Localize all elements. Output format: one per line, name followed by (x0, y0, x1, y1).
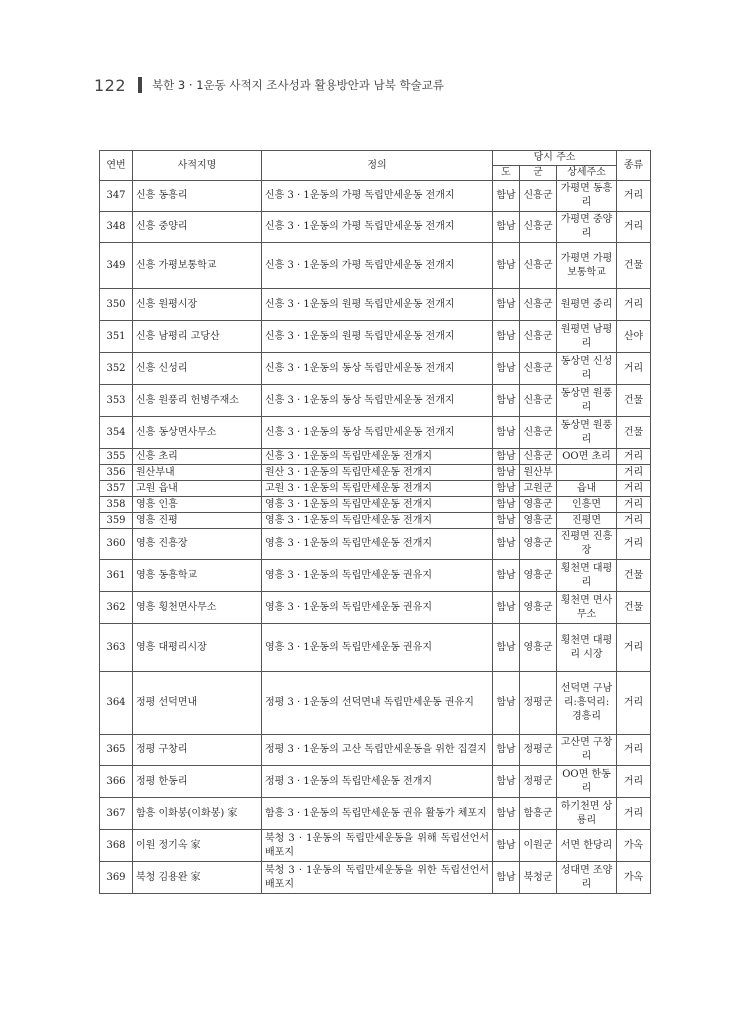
site-definition: 북청 3 · 1운동의 독립만세운동을 위한 독립선언서 배포지 (262, 862, 493, 894)
table-row (100, 513, 651, 529)
province: 함남 (493, 417, 520, 449)
site-name: 신흥 남평리 고당산 (133, 321, 262, 353)
province: 함남 (493, 672, 520, 735)
county: 신흥군 (520, 385, 557, 417)
row-num: 367 (100, 798, 133, 830)
table-row (100, 385, 651, 417)
table-row (100, 735, 651, 766)
site-name: 이원 정기옥 家 (133, 830, 262, 862)
table-row (100, 481, 651, 497)
table-row (100, 830, 651, 862)
site-name: 영흥 대평리시장 (133, 624, 262, 672)
site-type: 거리 (617, 212, 651, 243)
site-name: 정평 구창리 (133, 735, 262, 766)
row-num: 359 (100, 513, 133, 529)
province: 함남 (493, 830, 520, 862)
site-type: 가옥 (617, 862, 651, 894)
county: 영흥군 (520, 529, 557, 560)
site-name: 정평 선덕면내 (133, 672, 262, 735)
province: 함남 (493, 321, 520, 353)
site-type: 거리 (617, 289, 651, 321)
site-name: 정평 한동리 (133, 766, 262, 798)
detail-address: 원평면 남평리 (557, 321, 617, 353)
row-num: 361 (100, 560, 133, 592)
header-detail: 상세주소 (557, 166, 617, 181)
row-num: 363 (100, 624, 133, 672)
site-type: 거리 (617, 465, 651, 481)
site-type: 거리 (617, 449, 651, 465)
site-name: 신흥 동상면사무소 (133, 417, 262, 449)
province: 함남 (493, 592, 520, 624)
table-row (100, 212, 651, 243)
detail-address (557, 465, 617, 481)
province: 함남 (493, 529, 520, 560)
detail-address: 동상면 원풍리 (557, 385, 617, 417)
county: 고원군 (520, 481, 557, 497)
detail-address: 가평면 가평보통학교 (557, 243, 617, 289)
row-num: 348 (100, 212, 133, 243)
header-province: 도 (493, 166, 520, 181)
table-row (100, 465, 651, 481)
province: 함남 (493, 766, 520, 798)
site-definition: 영흥 3 · 1운동의 독립만세운동 권유지 (262, 592, 493, 624)
province: 함남 (493, 385, 520, 417)
county: 정평군 (520, 672, 557, 735)
site-type: 거리 (617, 529, 651, 560)
table-row (100, 560, 651, 592)
table-row (100, 417, 651, 449)
table-row (100, 243, 651, 289)
site-definition: 신흥 3 · 1운동의 동상 독립만세운동 전개지 (262, 385, 493, 417)
province: 함남 (493, 465, 520, 481)
county: 신흥군 (520, 353, 557, 385)
header-divider (138, 77, 142, 93)
row-num: 357 (100, 481, 133, 497)
header-name: 사적지명 (133, 151, 262, 181)
detail-address: 서면 한당리 (557, 830, 617, 862)
detail-address: 진평면 (557, 513, 617, 529)
detail-address: 횡천면 면사무소 (557, 592, 617, 624)
county: 이원군 (520, 830, 557, 862)
site-type: 거리 (617, 672, 651, 735)
province: 함남 (493, 212, 520, 243)
province: 함남 (493, 449, 520, 465)
province: 함남 (493, 481, 520, 497)
site-name: 영흥 횡천면사무소 (133, 592, 262, 624)
province: 함남 (493, 798, 520, 830)
site-name: 함흥 이화봉(이화봉) 家 (133, 798, 262, 830)
detail-address: 동상면 신성리 (557, 353, 617, 385)
row-num: 362 (100, 592, 133, 624)
province: 함남 (493, 289, 520, 321)
site-name: 신흥 초리 (133, 449, 262, 465)
table-row (100, 497, 651, 513)
county: 신흥군 (520, 212, 557, 243)
site-name: 신흥 원평시장 (133, 289, 262, 321)
site-type: 거리 (617, 798, 651, 830)
province: 함남 (493, 735, 520, 766)
detail-address: 가평면 동흥리 (557, 181, 617, 212)
site-name: 영흥 인흥 (133, 497, 262, 513)
site-type: 건물 (617, 243, 651, 289)
province: 함남 (493, 513, 520, 529)
row-num: 369 (100, 862, 133, 894)
site-definition: 영흥 3 · 1운동의 독립만세운동 전개지 (262, 513, 493, 529)
row-num: 349 (100, 243, 133, 289)
site-name: 영흥 진평 (133, 513, 262, 529)
row-num: 356 (100, 465, 133, 481)
table-row (100, 181, 651, 212)
row-num: 355 (100, 449, 133, 465)
site-type: 거리 (617, 481, 651, 497)
county: 정평군 (520, 766, 557, 798)
site-definition: 신흥 3 · 1운동의 가평 독립만세운동 전개지 (262, 243, 493, 289)
detail-address: 고산면 구창리 (557, 735, 617, 766)
detail-address: 선덕면 구남리:흥덕리:경흥리 (557, 672, 617, 735)
county: 영흥군 (520, 624, 557, 672)
detail-address: 인흥면 (557, 497, 617, 513)
county: 신흥군 (520, 321, 557, 353)
site-name: 영흥 진흥장 (133, 529, 262, 560)
province: 함남 (493, 243, 520, 289)
row-num: 360 (100, 529, 133, 560)
header-county: 군 (520, 166, 557, 181)
site-definition: 함흥 3 · 1운동의 독립만세운동 권유 활동가 체포지 (262, 798, 493, 830)
site-type: 산야 (617, 321, 651, 353)
table-row (100, 353, 651, 385)
site-name: 신흥 가평보통학교 (133, 243, 262, 289)
table-row (100, 798, 651, 830)
detail-address: 횡천면 대평리 (557, 560, 617, 592)
site-definition: 신흥 3 · 1운동의 원평 독립만세운동 전개지 (262, 321, 493, 353)
site-definition: 신흥 3 · 1운동의 동상 독립만세운동 전개지 (262, 417, 493, 449)
row-num: 365 (100, 735, 133, 766)
row-num: 347 (100, 181, 133, 212)
county: 영흥군 (520, 592, 557, 624)
site-definition: 북청 3 · 1운동의 독립만세운동을 위해 독립선언서 배포지 (262, 830, 493, 862)
table-row (100, 321, 651, 353)
detail-address: 성대면 조양리 (557, 862, 617, 894)
site-type: 건물 (617, 560, 651, 592)
county: 신흥군 (520, 243, 557, 289)
site-definition: 신흥 3 · 1운동의 독립만세운동 전개지 (262, 449, 493, 465)
row-num: 353 (100, 385, 133, 417)
site-definition: 영흥 3 · 1운동의 독립만세운동 전개지 (262, 529, 493, 560)
header-address: 당시 주소 (493, 151, 617, 166)
county: 신흥군 (520, 417, 557, 449)
site-definition: 영흥 3 · 1운동의 독립만세운동 권유지 (262, 560, 493, 592)
detail-address: 원평면 중리 (557, 289, 617, 321)
site-name: 원산부내 (133, 465, 262, 481)
county: 영흥군 (520, 560, 557, 592)
detail-address: 가평면 중양리 (557, 212, 617, 243)
row-num: 368 (100, 830, 133, 862)
site-type: 거리 (617, 513, 651, 529)
site-type: 가옥 (617, 830, 651, 862)
row-num: 358 (100, 497, 133, 513)
site-definition: 신흥 3 · 1운동의 가평 독립만세운동 전개지 (262, 212, 493, 243)
detail-address: OO면 초리 (557, 449, 617, 465)
detail-address: 읍내 (557, 481, 617, 497)
row-num: 354 (100, 417, 133, 449)
site-name: 신흥 동흥리 (133, 181, 262, 212)
province: 함남 (493, 497, 520, 513)
county: 정평군 (520, 735, 557, 766)
table-row (100, 449, 651, 465)
site-definition: 정평 3 · 1운동의 독립만세운동 전개지 (262, 766, 493, 798)
site-definition: 정평 3 · 1운동의 고산 독립만세운동을 위한 집결지 (262, 735, 493, 766)
row-num: 351 (100, 321, 133, 353)
county: 북청군 (520, 862, 557, 894)
county: 신흥군 (520, 181, 557, 212)
site-definition: 신흥 3 · 1운동의 원평 독립만세운동 전개지 (262, 289, 493, 321)
site-type: 거리 (617, 735, 651, 766)
table-row (100, 672, 651, 735)
page-number: 122 (94, 75, 127, 95)
county: 영흥군 (520, 497, 557, 513)
detail-address: 하기천면 상룡리 (557, 798, 617, 830)
county: 신흥군 (520, 289, 557, 321)
site-name: 영흥 동흥학교 (133, 560, 262, 592)
table-row (100, 624, 651, 672)
header-type: 종류 (617, 151, 651, 181)
site-name: 북청 김용완 家 (133, 862, 262, 894)
historic-sites-table (99, 150, 651, 894)
province: 함남 (493, 624, 520, 672)
row-num: 366 (100, 766, 133, 798)
detail-address: 횡천면 대평리 시장 (557, 624, 617, 672)
county: 영흥군 (520, 513, 557, 529)
province: 함남 (493, 353, 520, 385)
site-type: 거리 (617, 353, 651, 385)
site-definition: 영흥 3 · 1운동의 독립만세운동 전개지 (262, 497, 493, 513)
county: 함흥군 (520, 798, 557, 830)
site-definition: 신흥 3 · 1운동의 동상 독립만세운동 전개지 (262, 353, 493, 385)
site-type: 거리 (617, 766, 651, 798)
running-title: 북한 3 · 1운동 사적지 조사성과 활용방안과 남북 학술교류 (152, 78, 444, 92)
site-definition: 신흥 3 · 1운동의 가평 독립만세운동 전개지 (262, 181, 493, 212)
page-header (94, 74, 444, 96)
header-definition: 정의 (262, 151, 493, 181)
site-definition: 원산 3 · 1운동의 독립만세운동 전개지 (262, 465, 493, 481)
table-row (100, 862, 651, 894)
detail-address: 동상면 원풍리 (557, 417, 617, 449)
province: 함남 (493, 560, 520, 592)
site-definition: 고원 3 · 1운동의 독립만세운동 전개지 (262, 481, 493, 497)
site-definition: 영흥 3 · 1운동의 독립만세운동 권유지 (262, 624, 493, 672)
county: 원산부 (520, 465, 557, 481)
site-name: 고원 읍내 (133, 481, 262, 497)
table-row (100, 529, 651, 560)
site-definition: 정평 3 · 1운동의 선덕면내 독립만세운동 권유지 (262, 672, 493, 735)
detail-address: 진평면 진흥장 (557, 529, 617, 560)
table-row (100, 766, 651, 798)
province: 함남 (493, 181, 520, 212)
province: 함남 (493, 862, 520, 894)
row-num: 350 (100, 289, 133, 321)
site-type: 건물 (617, 417, 651, 449)
table-row (100, 289, 651, 321)
row-num: 364 (100, 672, 133, 735)
site-type: 건물 (617, 385, 651, 417)
detail-address: OO면 한동리 (557, 766, 617, 798)
site-name: 신흥 신성리 (133, 353, 262, 385)
table-row (100, 592, 651, 624)
site-type: 거리 (617, 497, 651, 513)
site-type: 거리 (617, 624, 651, 672)
site-name: 신흥 원풍리 헌병주재소 (133, 385, 262, 417)
site-type: 건물 (617, 592, 651, 624)
row-num: 352 (100, 353, 133, 385)
header-num: 연번 (100, 151, 133, 181)
county: 신흥군 (520, 449, 557, 465)
site-type: 거리 (617, 181, 651, 212)
site-name: 신흥 중양리 (133, 212, 262, 243)
